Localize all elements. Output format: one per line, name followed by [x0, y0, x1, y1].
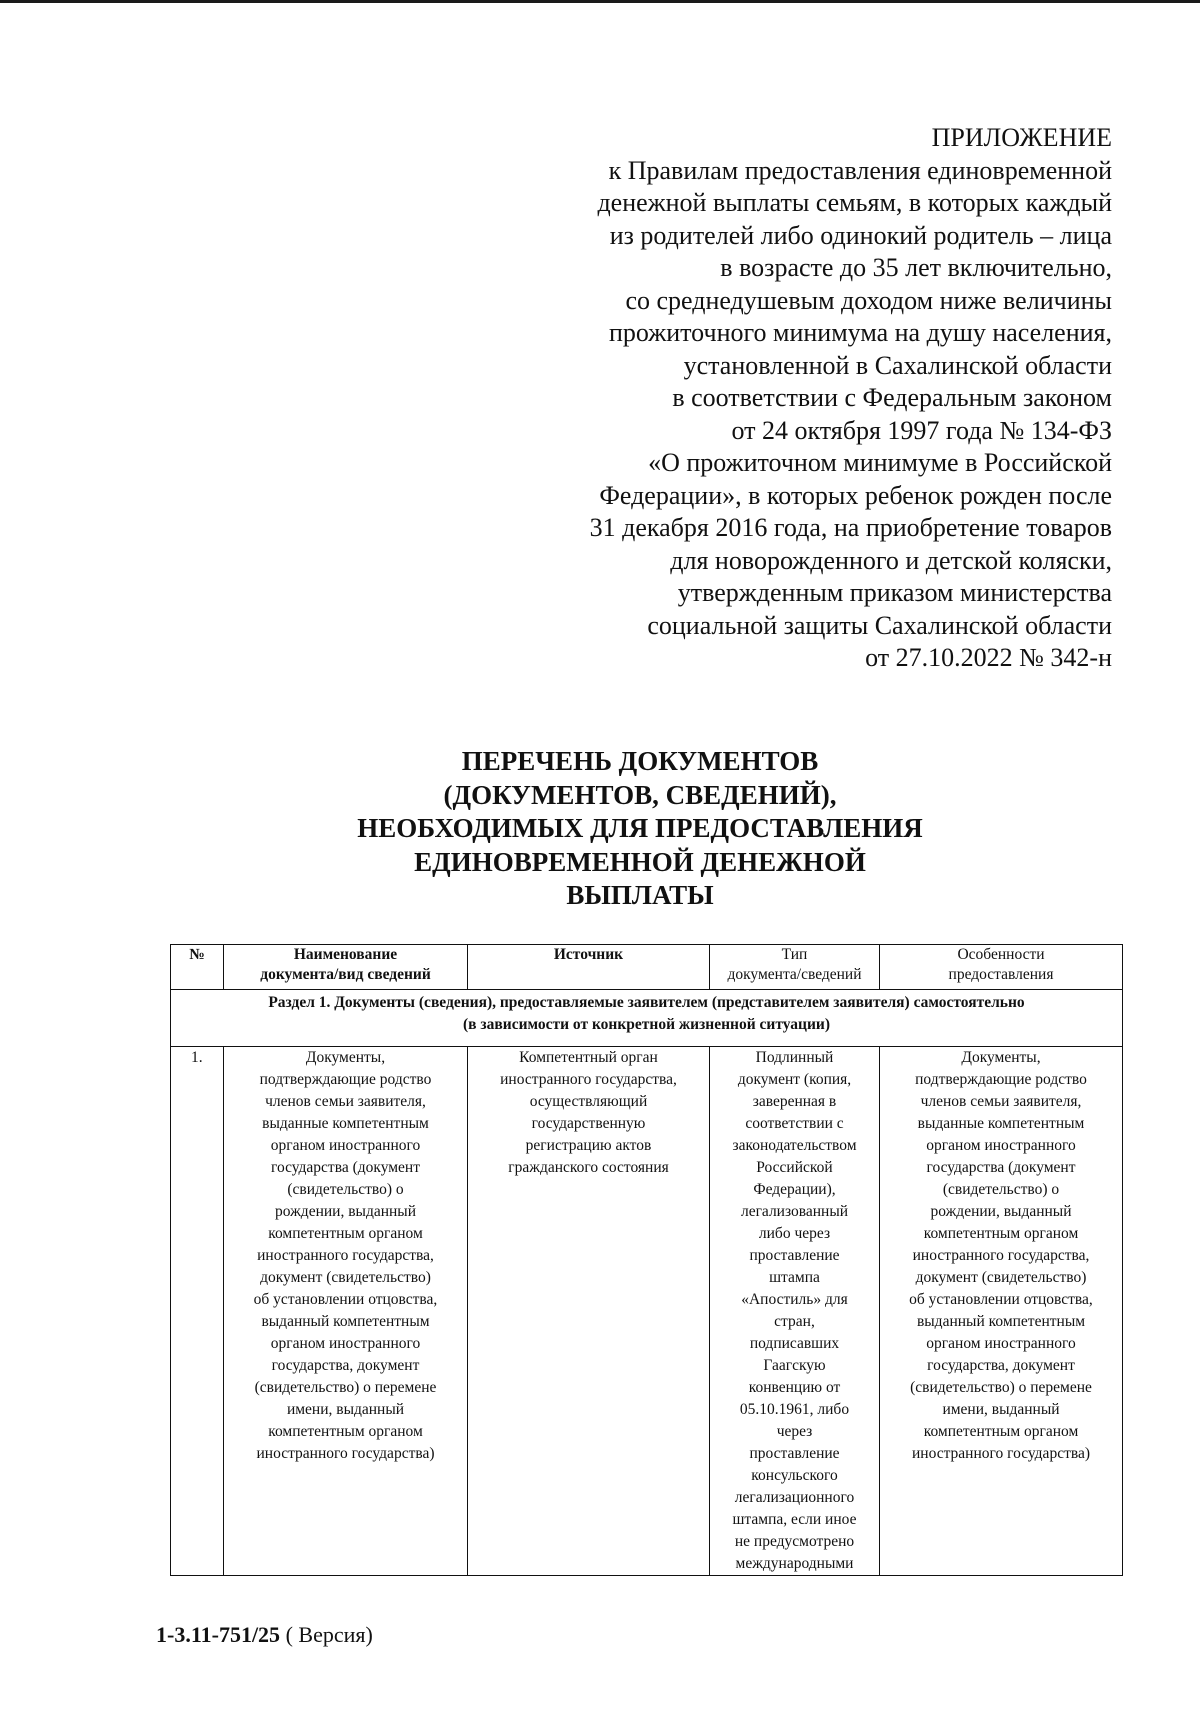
header-number: №: [171, 945, 224, 990]
documents-table: [170, 944, 1123, 1576]
row-source: Компетентный орган иностранного государства, осуществляющий государственную регистрацию актов гражданского состояния: [468, 1047, 710, 1576]
appendix-line: утвержденным приказом министерства: [677, 578, 1112, 607]
table-row: [171, 1047, 1123, 1576]
header-features: Особенности предоставления: [880, 945, 1123, 990]
appendix-line: 31 декабря 2016 года, на приобретение товаров: [589, 513, 1112, 542]
table-header-row: [171, 945, 1123, 990]
appendix-line: к Правилам предоставления единовременной: [608, 155, 1112, 185]
appendix-line: социальной защиты Сахалинской области: [647, 610, 1112, 640]
title-line: ВЫПЛАТЫ: [566, 880, 714, 910]
appendix-block: [492, 122, 1112, 675]
appendix-line: из родителей либо одинокий родитель – лица: [609, 220, 1112, 250]
title-line: ЕДИНОВРЕМЕННОЙ ДЕНЕЖНОЙ: [414, 846, 866, 877]
row-features: Документы, подтверждающие родство членов семьи заявителя, выданные компетентным органом иностранного государства (документ (свидетельство) о рождении, выданный компетентным органом иностранного государства, документ (свидетельство) об установлении отцовства, выданный компетентным органом иностранного государства, документ (свидетельство) о перемене имени, выданный компетентным органом иностранного государства): [880, 1047, 1123, 1576]
footer-document-code: [156, 1622, 373, 1648]
appendix-line: от 27.10.2022 № 342-н: [865, 643, 1112, 672]
document-version: ( Версия): [280, 1622, 373, 1647]
document-code: 1-3.11-751/25: [156, 1622, 281, 1647]
row-document-name: Документы, подтверждающие родство членов семьи заявителя, выданные компетентным органом иностранного государства (документ (свидетельство) о рождении, выданный компетентным органом иностранного государства, документ (свидетельство) об установлении отцовства, выданный компетентным органом иностранного государства, документ (свидетельство) о перемене имени, выданный компетентным органом иностранного государства): [224, 1047, 468, 1576]
appendix-line: в соответствии с Федеральным законом: [672, 383, 1112, 412]
appendix-heading: ПРИЛОЖЕНИЕ: [931, 123, 1112, 152]
appendix-line: «О прожиточном минимуме в Российской: [648, 448, 1112, 477]
header-document-name: Наименование документа/вид сведений: [224, 945, 468, 990]
title-line: ПЕРЕЧЕНЬ ДОКУМЕНТОВ: [461, 746, 819, 776]
appendix-line: прожиточного минимума на душу населения,: [609, 318, 1112, 347]
section-row: [171, 990, 1123, 1047]
top-border-line: [0, 0, 1200, 3]
row-number: 1.: [171, 1047, 224, 1576]
appendix-line: установленной в Сахалинской области: [683, 350, 1112, 380]
section-heading: Раздел 1. Документы (сведения), предоставляемые заявителем (представителем заявителя) самостоятельно (в зависимости от конкретной жизненной ситуации): [171, 990, 1123, 1047]
appendix-line: для новорожденного и детской коляски,: [670, 545, 1112, 575]
appendix-line: денежной выплаты семьям, в которых каждый: [597, 188, 1112, 217]
appendix-line: в возрасте до 35 лет включительно,: [720, 253, 1112, 282]
appendix-line: со среднедушевым доходом ниже величины: [625, 285, 1112, 315]
row-document-type: Подлинный документ (копия, заверенная в соответствии с законодательством Российской Федерации), легализованный либо через проставление штампа «Апостиль» для стран, подписавших Гаагскую конвенцию от 05.10.1961, либо через проставление консульского легализационного штампа, если иное не предусмотрено международными: [710, 1047, 880, 1576]
title-line: (ДОКУМЕНТОВ, СВЕДЕНИЙ),: [443, 779, 837, 810]
title-line: НЕОБХОДИМЫХ ДЛЯ ПРЕДОСТАВЛЕНИЯ: [357, 813, 923, 843]
header-source: Источник: [468, 945, 710, 990]
appendix-line: от 24 октября 1997 года № 134-ФЗ: [731, 415, 1112, 445]
document-title: [240, 745, 1040, 913]
appendix-line: Федерации», в которых ребенок рожден после: [599, 480, 1112, 510]
header-document-type: Тип документа/сведений: [710, 945, 880, 990]
